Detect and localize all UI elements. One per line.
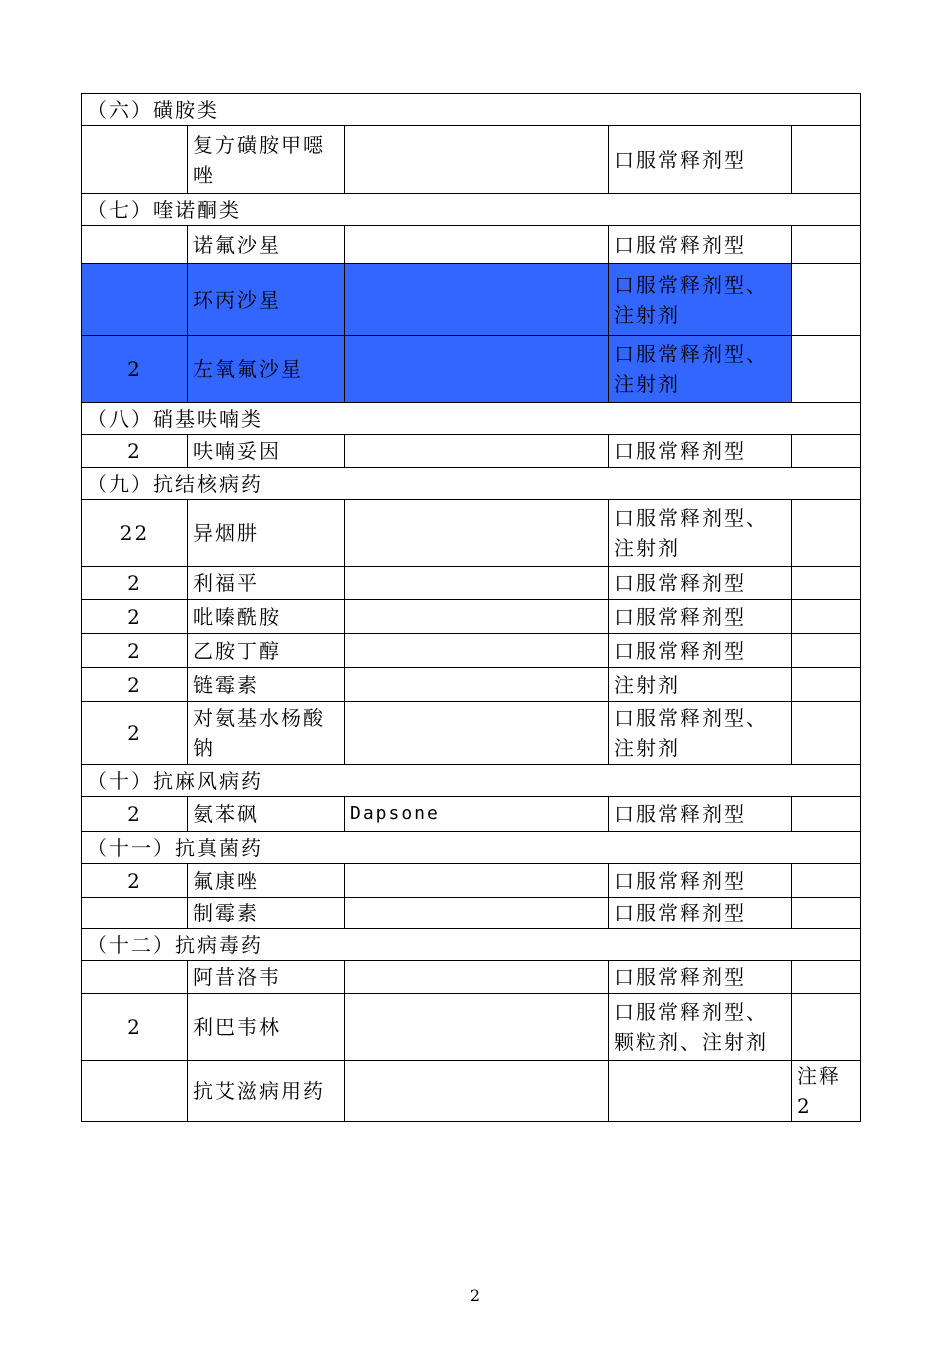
- section-header-row: [82, 194, 861, 226]
- table-row: [82, 264, 861, 336]
- page-number: 2: [469, 1286, 481, 1305]
- table-row: [82, 500, 861, 567]
- section-title: （九）抗结核病药: [82, 468, 861, 500]
- table-row: [82, 634, 861, 668]
- remark: [792, 435, 861, 468]
- drug-name: 环丙沙星: [188, 264, 345, 336]
- drug-english-name: [345, 864, 609, 898]
- drug-name: 乙胺丁醇: [188, 634, 345, 668]
- table-row: [82, 600, 861, 634]
- table-row: [82, 994, 861, 1061]
- drug-name: 复方磺胺甲噁唑: [188, 126, 345, 194]
- remark: 注释2: [792, 1061, 861, 1122]
- dosage-form: 口服常释剂型: [609, 898, 792, 929]
- dosage-form: [609, 1061, 792, 1122]
- drug-english-name: [345, 435, 609, 468]
- section-title: （七）喹诺酮类: [82, 194, 861, 226]
- table-row: [82, 435, 861, 468]
- section-header-row: [82, 765, 861, 797]
- drug-english-name: [345, 567, 609, 600]
- row-number: [82, 264, 188, 336]
- dosage-form: 口服常释剂型: [609, 567, 792, 600]
- table-row: [82, 336, 861, 403]
- remark: [792, 702, 861, 765]
- drug-name: 左氧氟沙星: [188, 336, 345, 403]
- row-number: [82, 1061, 188, 1122]
- dosage-form: 口服常释剂型: [609, 226, 792, 264]
- drug-english-name: [345, 702, 609, 765]
- table-row: [82, 1061, 861, 1122]
- drug-english-name: [345, 264, 609, 336]
- remark: [792, 567, 861, 600]
- remark: [792, 264, 861, 336]
- table-row: [82, 226, 861, 264]
- row-number: [82, 226, 188, 264]
- drug-name: 氨苯砜: [188, 797, 345, 832]
- remark: [792, 634, 861, 668]
- drug-name: 链霉素: [188, 668, 345, 702]
- drug-name: 对氨基水杨酸钠: [188, 702, 345, 765]
- drug-name: 呋喃妥因: [188, 435, 345, 468]
- dosage-form: 口服常释剂型、注射剂: [609, 500, 792, 567]
- dosage-form: 口服常释剂型、注射剂: [609, 264, 792, 336]
- table-row: [82, 567, 861, 600]
- table-row: [82, 126, 861, 194]
- section-header-row: [82, 94, 861, 126]
- remark: [792, 864, 861, 898]
- drug-english-name: [345, 500, 609, 567]
- row-number: 2: [82, 567, 188, 600]
- drug-english-name: [345, 668, 609, 702]
- row-number: 2: [82, 600, 188, 634]
- remark: [792, 961, 861, 994]
- section-title: （十一）抗真菌药: [82, 832, 861, 864]
- section-header-row: [82, 468, 861, 500]
- remark: [792, 797, 861, 832]
- remark: [792, 226, 861, 264]
- drug-english-name: Dapsone: [345, 797, 609, 832]
- drug-english-name: [345, 1061, 609, 1122]
- drug-name: 利福平: [188, 567, 345, 600]
- row-number: 22: [82, 500, 188, 567]
- remark: [792, 600, 861, 634]
- row-number: 2: [82, 336, 188, 403]
- drug-english-name: [345, 226, 609, 264]
- dosage-form: 口服常释剂型: [609, 634, 792, 668]
- drug-table: [81, 93, 861, 1122]
- drug-name: 诺氟沙星: [188, 226, 345, 264]
- row-number: 2: [82, 702, 188, 765]
- remark: [792, 126, 861, 194]
- section-header-row: [82, 832, 861, 864]
- table-row: [82, 702, 861, 765]
- row-number: [82, 126, 188, 194]
- drug-english-name: [345, 634, 609, 668]
- table-row: [82, 797, 861, 832]
- dosage-form: 口服常释剂型: [609, 961, 792, 994]
- table-row: [82, 864, 861, 898]
- remark: [792, 898, 861, 929]
- drug-english-name: [345, 336, 609, 403]
- section-title: （十二）抗病毒药: [82, 929, 861, 961]
- dosage-form: 注射剂: [609, 668, 792, 702]
- dosage-form: 口服常释剂型: [609, 435, 792, 468]
- dosage-form: 口服常释剂型: [609, 600, 792, 634]
- drug-english-name: [345, 600, 609, 634]
- row-number: [82, 898, 188, 929]
- row-number: 2: [82, 435, 188, 468]
- drug-english-name: [345, 961, 609, 994]
- table-row: [82, 898, 861, 929]
- dosage-form: 口服常释剂型、注射剂: [609, 702, 792, 765]
- drug-english-name: [345, 126, 609, 194]
- remark: [792, 668, 861, 702]
- row-number: [82, 961, 188, 994]
- section-title: （六）磺胺类: [82, 94, 861, 126]
- row-number: 2: [82, 668, 188, 702]
- remark: [792, 994, 861, 1061]
- remark: [792, 500, 861, 567]
- row-number: 2: [82, 634, 188, 668]
- dosage-form: 口服常释剂型、颗粒剂、注射剂: [609, 994, 792, 1061]
- table-row: [82, 668, 861, 702]
- section-title: （十）抗麻风病药: [82, 765, 861, 797]
- drug-english-name: [345, 898, 609, 929]
- drug-name: 阿昔洛韦: [188, 961, 345, 994]
- row-number: 2: [82, 864, 188, 898]
- section-header-row: [82, 403, 861, 435]
- remark: [792, 336, 861, 403]
- row-number: 2: [82, 994, 188, 1061]
- drug-name: 制霉素: [188, 898, 345, 929]
- drug-english-name: [345, 994, 609, 1061]
- drug-name: 抗艾滋病用药: [188, 1061, 345, 1122]
- dosage-form: 口服常释剂型、注射剂: [609, 336, 792, 403]
- row-number: 2: [82, 797, 188, 832]
- drug-name: 异烟肼: [188, 500, 345, 567]
- table-body: [82, 94, 861, 1122]
- dosage-form: 口服常释剂型: [609, 126, 792, 194]
- section-header-row: [82, 929, 861, 961]
- table-row: [82, 961, 861, 994]
- drug-name: 氟康唑: [188, 864, 345, 898]
- dosage-form: 口服常释剂型: [609, 797, 792, 832]
- drug-name: 利巴韦林: [188, 994, 345, 1061]
- section-title: （八）硝基呋喃类: [82, 403, 861, 435]
- drug-name: 吡嗪酰胺: [188, 600, 345, 634]
- dosage-form: 口服常释剂型: [609, 864, 792, 898]
